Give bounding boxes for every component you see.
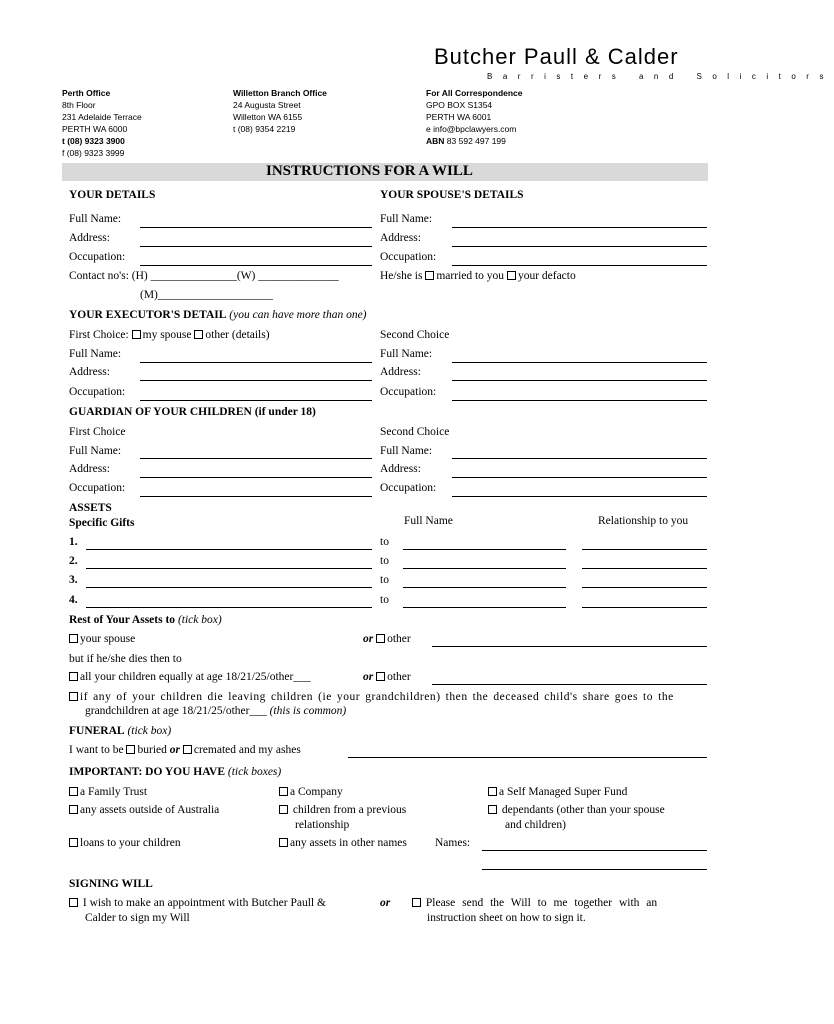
perth-office	[62, 87, 142, 159]
dependants-label-2: and children)	[505, 819, 566, 831]
mobile-number[interactable]: (M)____________________	[140, 289, 273, 301]
defacto-checkbox[interactable]	[507, 271, 516, 280]
funeral-tick-box-note: (tick box)	[127, 725, 172, 737]
children-previous-label-2: relationship	[295, 819, 350, 831]
willetton-office	[233, 87, 327, 135]
guardian-second-choice: Second Choice	[380, 426, 450, 438]
rest-spouse-label: your spouse	[80, 633, 136, 645]
firm-tagline: Barristers and Solicitors	[487, 72, 834, 81]
send-checkbox[interactable]	[412, 898, 421, 907]
firm-name: Butcher Paull & Calder	[434, 44, 679, 69]
assets-outside-label: any assets outside of Australia	[80, 804, 220, 816]
correspondence-line: GPO BOX S1354	[426, 100, 493, 110]
gift-3-relationship-field[interactable]	[582, 587, 707, 588]
abn-value: 83 592 497 199	[446, 136, 506, 146]
guard2-full-name-label: Full Name:	[380, 445, 433, 457]
correspondence-title: For All Correspondence	[426, 88, 523, 98]
buried-checkbox[interactable]	[126, 745, 135, 754]
gift-number: 1.	[69, 536, 78, 548]
signing-heading: SIGNING WILL	[69, 878, 153, 890]
col-full-name: Full Name	[404, 515, 453, 527]
dependants-checkbox[interactable]	[488, 805, 497, 814]
gift-to: to	[380, 594, 389, 606]
correspondence-abn	[426, 135, 523, 147]
important-heading	[69, 766, 281, 778]
exec2-occupation-field[interactable]	[452, 400, 707, 401]
loans-option	[69, 837, 181, 849]
rest-other-option	[363, 633, 411, 645]
gift-2-field[interactable]	[86, 568, 372, 569]
other-names-checkbox[interactable]	[279, 838, 288, 847]
gift-3-name-field[interactable]	[403, 587, 566, 588]
appointment-checkbox[interactable]	[69, 898, 78, 907]
all-children-label: all your children equally at age 18/21/25/other___	[80, 671, 311, 683]
grandchildren-checkbox[interactable]	[69, 692, 78, 701]
other-details-checkbox[interactable]	[194, 330, 203, 339]
guard1-full-name-field[interactable]	[140, 458, 372, 459]
smsf-option	[488, 786, 627, 798]
guard1-address-field[interactable]	[140, 477, 372, 478]
he-she-is-label: He/she is	[380, 270, 423, 282]
family-trust-option	[69, 786, 147, 798]
exec2-full-name-label: Full Name:	[380, 348, 433, 360]
gift-to: to	[380, 555, 389, 567]
appointment-label-1: I wish to make an appointment with Butcher Paull &	[82, 897, 326, 909]
assets-outside-checkbox[interactable]	[69, 805, 78, 814]
perth-fax: f (08) 9323 3999	[62, 148, 125, 158]
dependants-label-1: dependants (other than your spouse	[501, 804, 665, 816]
company-checkbox[interactable]	[279, 787, 288, 796]
correspondence-email: e info@bpclawyers.com	[426, 124, 517, 134]
spouse-full-name-label: Full Name:	[380, 213, 433, 225]
appointment-option	[69, 897, 326, 909]
other-names-option	[279, 837, 407, 849]
correspondence-line: PERTH WA 6001	[426, 112, 492, 122]
gift-4-field[interactable]	[86, 607, 372, 608]
gift-1-name-field[interactable]	[403, 549, 566, 550]
ashes-field[interactable]	[348, 757, 707, 758]
exec1-address-field[interactable]	[140, 380, 372, 381]
rest-tick-box-note: (tick box)	[177, 614, 222, 626]
your-full-name-field[interactable]	[140, 227, 372, 228]
gift-to: to	[380, 574, 389, 586]
guard2-occupation-field[interactable]	[452, 496, 707, 497]
executor-note: (you can have more than one)	[229, 309, 367, 321]
exec2-address-field[interactable]	[452, 380, 707, 381]
executor-second-choice: Second Choice	[380, 329, 450, 341]
grandchildren-line-2	[85, 705, 346, 717]
loans-checkbox[interactable]	[69, 838, 78, 847]
cremated-label: cremated and my ashes	[193, 744, 301, 756]
children-other-checkbox[interactable]	[376, 672, 385, 681]
grandchildren-option	[69, 691, 674, 703]
gift-1-relationship-field[interactable]	[582, 549, 707, 550]
your-details-heading: YOUR DETAILS	[69, 189, 156, 201]
other-details-label: other (details)	[205, 329, 270, 341]
guard2-address-label: Address:	[380, 463, 421, 475]
smsf-label: a Self Managed Super Fund	[499, 786, 628, 798]
exec1-full-name-field[interactable]	[140, 362, 372, 363]
first-choice-label: First Choice:	[69, 329, 129, 341]
assets-outside-option	[69, 804, 219, 816]
spouse-full-name-field[interactable]	[452, 227, 707, 228]
guard2-occupation-label: Occupation:	[380, 482, 437, 494]
gift-1-field[interactable]	[86, 549, 372, 550]
married-label: married to you	[436, 270, 505, 282]
perth-line: 8th Floor	[62, 100, 96, 110]
gift-4-relationship-field[interactable]	[582, 607, 707, 608]
willetton-line: 24 Augusta Street	[233, 100, 301, 110]
grandchildren-text-2: grandchildren at age 18/21/25/other___	[85, 705, 267, 717]
my-spouse-label: my spouse	[142, 329, 192, 341]
your-occupation-field[interactable]	[140, 265, 372, 266]
rest-heading	[69, 614, 222, 626]
this-is-common-note: (this is common)	[269, 705, 347, 717]
gift-number: 4.	[69, 594, 78, 606]
contact-numbers[interactable]: Contact no's: (H) _______________(W) ______________	[69, 270, 339, 282]
family-trust-label: a Family Trust	[80, 786, 148, 798]
spouse-occupation-field[interactable]	[452, 265, 707, 266]
grandchildren-text-1: if any of your children die leaving children (ie your grandchildren) then the deceased child's share goes to the	[80, 691, 674, 703]
rest-heading-text: Rest of Your Assets to	[69, 614, 176, 626]
send-option	[412, 897, 657, 909]
guard1-occupation-label: Occupation:	[69, 482, 126, 494]
names-label: Names:	[435, 837, 471, 849]
guardian-heading: GUARDIAN OF YOUR CHILDREN (if under 18)	[69, 406, 316, 418]
rest-spouse-checkbox[interactable]	[69, 634, 78, 643]
perth-office-title: Perth Office	[62, 88, 111, 98]
rest-spouse-option	[69, 633, 135, 645]
spouse-occupation-label: Occupation:	[380, 251, 437, 263]
send-label-2: instruction sheet on how to sign it.	[427, 912, 586, 924]
other-names-label: any assets in other names	[290, 837, 407, 849]
or-label: or	[363, 633, 374, 645]
gift-number: 3.	[69, 574, 78, 586]
want-to-be-label: I want to be	[69, 744, 124, 756]
important-tick-boxes-note: (tick boxes)	[227, 766, 282, 778]
abn-label: ABN	[426, 136, 445, 146]
correspondence-office	[426, 87, 523, 147]
gift-to: to	[380, 536, 389, 548]
your-address-field[interactable]	[140, 246, 372, 247]
names-field-1[interactable]	[482, 850, 707, 851]
col-relationship: Relationship to you	[598, 515, 689, 527]
appointment-label-2: Calder to sign my Will	[85, 912, 190, 924]
send-label-1: Please send the Will to me together with an	[425, 897, 658, 909]
rest-other-field[interactable]	[432, 646, 707, 647]
exec1-full-name-label: Full Name:	[69, 348, 122, 360]
willetton-phone: t (08) 9354 2219	[233, 124, 296, 134]
children-previous-checkbox[interactable]	[279, 805, 288, 814]
willetton-line: Willetton WA 6155	[233, 112, 303, 122]
form-title: INSTRUCTIONS FOR A WILL	[266, 163, 473, 179]
important-heading-text: IMPORTANT: DO YOU HAVE	[69, 766, 226, 778]
willetton-office-title: Willetton Branch Office	[233, 88, 327, 98]
company-label: a Company	[290, 786, 343, 798]
perth-line: PERTH WA 6000	[62, 124, 128, 134]
guard1-address-label: Address:	[69, 463, 110, 475]
perth-line: 231 Adelaide Terrace	[62, 112, 142, 122]
or-label: or	[363, 671, 374, 683]
rest-other-checkbox[interactable]	[376, 634, 385, 643]
exec2-full-name-field[interactable]	[452, 362, 707, 363]
defacto-label: your defacto	[517, 270, 576, 282]
guard1-occupation-field[interactable]	[140, 496, 372, 497]
children-previous-label-1: children from a previous	[292, 804, 407, 816]
guard1-full-name-label: Full Name:	[69, 445, 122, 457]
all-children-option	[69, 671, 311, 683]
specific-gifts-heading: Specific Gifts	[69, 517, 135, 529]
your-occupation-label: Occupation:	[69, 251, 126, 263]
gift-4-name-field[interactable]	[403, 607, 566, 608]
funeral-options	[69, 744, 301, 756]
executor-heading-text: YOUR EXECUTOR'S DETAIL	[69, 309, 227, 321]
dependants-option	[488, 804, 665, 816]
exec2-address-label: Address:	[380, 366, 421, 378]
perth-phone: t (08) 9323 3900	[62, 136, 125, 146]
children-other-label: other	[387, 671, 411, 683]
gift-2-name-field[interactable]	[403, 568, 566, 569]
cremated-checkbox[interactable]	[183, 745, 192, 754]
assets-heading: ASSETS	[69, 502, 112, 514]
spouse-address-label: Address:	[380, 232, 421, 244]
spouse-relationship	[380, 270, 576, 282]
gift-number: 2.	[69, 555, 78, 567]
executor-heading	[69, 309, 367, 321]
or-label: or	[169, 744, 180, 756]
exec1-occupation-label: Occupation:	[69, 386, 126, 398]
children-other-option	[363, 671, 411, 683]
my-spouse-checkbox[interactable]	[132, 330, 141, 339]
exec1-occupation-field[interactable]	[140, 400, 372, 401]
guard2-address-field[interactable]	[452, 477, 707, 478]
executor-first-choice	[69, 329, 270, 341]
married-checkbox[interactable]	[425, 271, 434, 280]
names-field-2[interactable]	[482, 869, 707, 870]
gift-2-relationship-field[interactable]	[582, 568, 707, 569]
family-trust-checkbox[interactable]	[69, 787, 78, 796]
your-address-label: Address:	[69, 232, 110, 244]
smsf-checkbox[interactable]	[488, 787, 497, 796]
rest-other-label: other	[387, 633, 411, 645]
spouse-details-heading: YOUR SPOUSE'S DETAILS	[380, 189, 524, 201]
your-full-name-label: Full Name:	[69, 213, 122, 225]
exec1-address-label: Address:	[69, 366, 110, 378]
spouse-address-field[interactable]	[452, 246, 707, 247]
loans-label: loans to your children	[80, 837, 181, 849]
buried-label: buried	[137, 744, 167, 756]
but-if-text: but if he/she dies then to	[69, 653, 182, 665]
guardian-first-choice: First Choice	[69, 426, 126, 438]
or-label: or	[380, 897, 391, 909]
gift-3-field[interactable]	[86, 587, 372, 588]
all-children-checkbox[interactable]	[69, 672, 78, 681]
guard2-full-name-field[interactable]	[452, 458, 707, 459]
children-previous-option	[279, 804, 406, 816]
funeral-heading-text: FUNERAL	[69, 725, 125, 737]
company-option	[279, 786, 343, 798]
funeral-heading	[69, 725, 171, 737]
children-other-field[interactable]	[432, 684, 707, 685]
exec2-occupation-label: Occupation:	[380, 386, 437, 398]
